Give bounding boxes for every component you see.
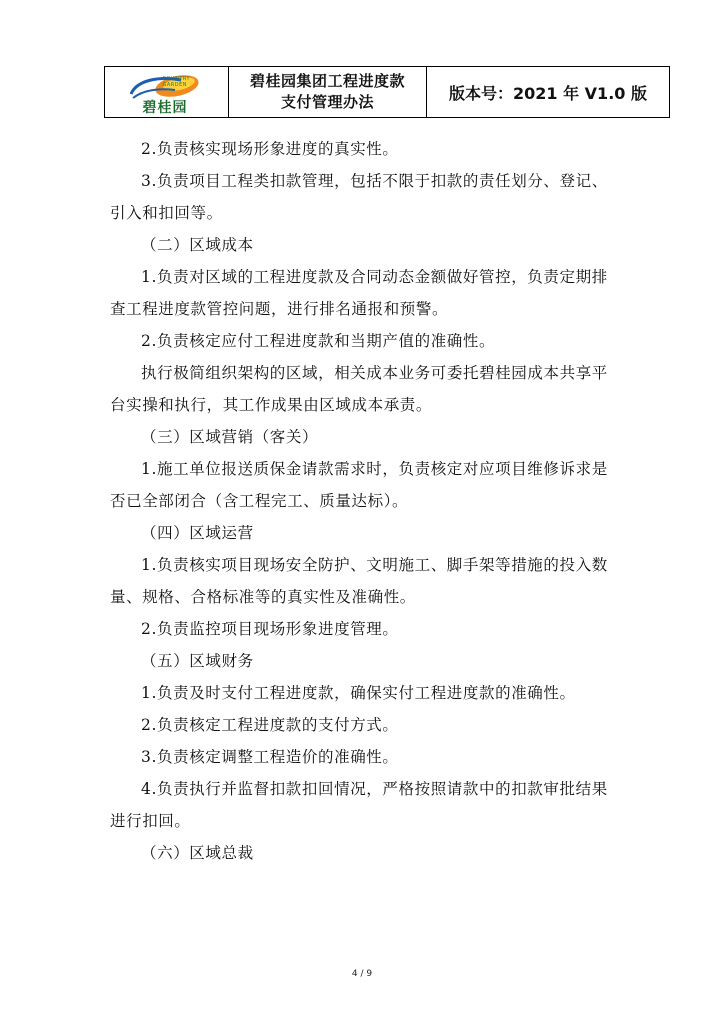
- section-heading: （六）区域总裁: [141, 844, 254, 862]
- body-paragraph: 2.负责核定应付工程进度款和当期产值的准确性。: [141, 332, 496, 350]
- body-paragraph: 1.负责及时支付工程进度款，确保实付工程进度款的准确性。: [141, 684, 576, 702]
- title-cell: [229, 67, 427, 117]
- body-paragraph: 2.负责核实现场形象进度的真实性。: [141, 140, 399, 158]
- version-cell: [427, 67, 669, 117]
- body-paragraph: 1.负责对区域的工程进度款及合同动态金额做好管控，负责定期排查工程进度款管控问题，进行排名通报和预警。: [110, 268, 608, 318]
- document-title-line2: 支付管理办法: [280, 93, 374, 111]
- company-logo: [119, 70, 215, 114]
- logo-cell: [105, 67, 229, 117]
- body-paragraph: 2.负责核定工程进度款的支付方式。: [141, 716, 399, 734]
- page-number: 4 / 9: [351, 969, 373, 979]
- body-paragraph: 1.负责核实项目现场安全防护、文明施工、脚手架等措施的投入数量、规格、合格标准等的真实性及准确性。: [110, 556, 608, 606]
- section-heading: （二）区域成本: [141, 236, 254, 254]
- body-paragraph: 1.施工单位报送质保金请款需求时，负责核定对应项目维修诉求是否已全部闭合（含工程完工、质量达标）。: [110, 460, 608, 510]
- document-title-line1: 碧桂园集团工程进度款: [249, 72, 405, 90]
- logo-chinese-text: 碧桂园: [142, 100, 188, 116]
- body-paragraph: 执行极简组织架构的区域，相关成本业务可委托碧桂园成本共享平台实操和执行，其工作成果由区域成本承责。: [110, 364, 608, 414]
- body-paragraph: 3.负责核定调整工程造价的准确性。: [141, 748, 399, 766]
- section-heading: （五）区域财务: [141, 652, 254, 670]
- logo-english-text: COUNTRY GARDEN: [162, 76, 191, 88]
- body-paragraph: 3.负责项目工程类扣款管理，包括不限于扣款的责任划分、登记、引入和扣回等。: [110, 172, 608, 222]
- section-heading: （三）区域营销（客关）: [141, 428, 319, 446]
- body-paragraph: 4.负责执行并监督扣款扣回情况，严格按照请款中的扣款审批结果进行扣回。: [110, 780, 608, 830]
- document-body: [110, 133, 620, 869]
- body-paragraph: 2.负责监控项目现场形象进度管理。: [141, 620, 399, 638]
- version-label: 版本号：2021 年 V1.0 版: [449, 83, 647, 103]
- document-header-table: [104, 66, 670, 118]
- section-heading: （四）区域运营: [141, 524, 254, 542]
